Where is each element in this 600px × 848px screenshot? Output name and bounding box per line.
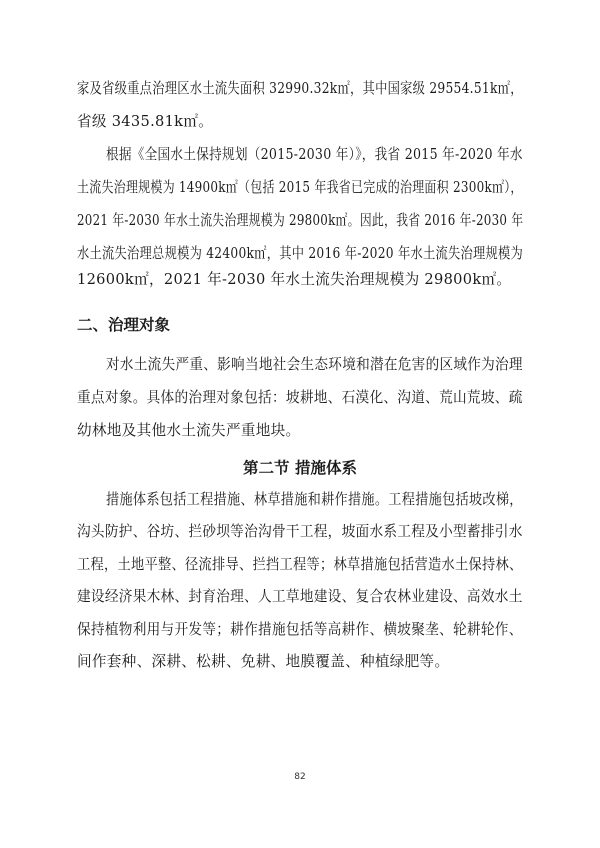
text-line: 重点对象。具体的治理对象包括：坡耕地、石漠化、沟道、荒山荒坡、疏 [77,389,523,406]
text-line: 根据《全国水土保持规划（2015-2030 年）》，我省 2015 年-2020 年水 [106,146,523,163]
section-heading: 第二节 措施体系 [243,459,357,477]
text-line: 工程，土地平整、径流排导、拦挡工程等；林草措施包括营造水土保持林、 [77,556,523,573]
text-line: 家及省级重点治理区水土流失面积 32990.32k㎡，其中国家级 29554.51k㎡， [77,80,523,97]
text-line: 省级 3435.81k㎡。 [77,113,214,130]
text-line: 幼林地及其他水土流失严重地块。 [77,422,301,439]
text-line: 2021 年-2030 年水土流失治理规模为 29800k㎡。因此，我省 2016 年-2030 年 [77,212,524,229]
text-line: 土流失治理规模为 14900k㎡（包括 2015 年我省已完成的治理面积 2300k㎡）， [77,179,523,196]
text-line: 沟头防护、谷坊、拦砂坝等治沟骨干工程，坡面水系工程及小型蓄排引水 [77,523,523,540]
text-line: 措施体系包括工程措施、林草措施和耕作措施。工程措施包括坡改梯， [106,491,523,508]
text-line: 间作套种、深耕、松耕、免耕、地膜覆盖、种植绿肥等。 [77,653,450,670]
text-line: 建设经济果木林、封育治理、人工草地建设、复合农林业建设、高效水土 [77,588,523,605]
subsection-heading: 二、治理对象 [77,316,171,334]
text-line: 水土流失治理总规模为 42400k㎡，其中 2016 年-2020 年水土流失治理规模为 [77,245,524,262]
text-line: 对水土流失严重、影响当地社会生态环境和潜在危害的区域作为治理 [106,356,523,373]
text-line: 12600k㎡，2021 年-2030 年水土流失治理规模为 29800k㎡。 [77,271,512,288]
page-number: 82 [294,772,306,782]
text-line: 保持植物利用与开发等；耕作措施包括等高耕作、横坡聚垄、轮耕轮作、 [77,621,523,638]
